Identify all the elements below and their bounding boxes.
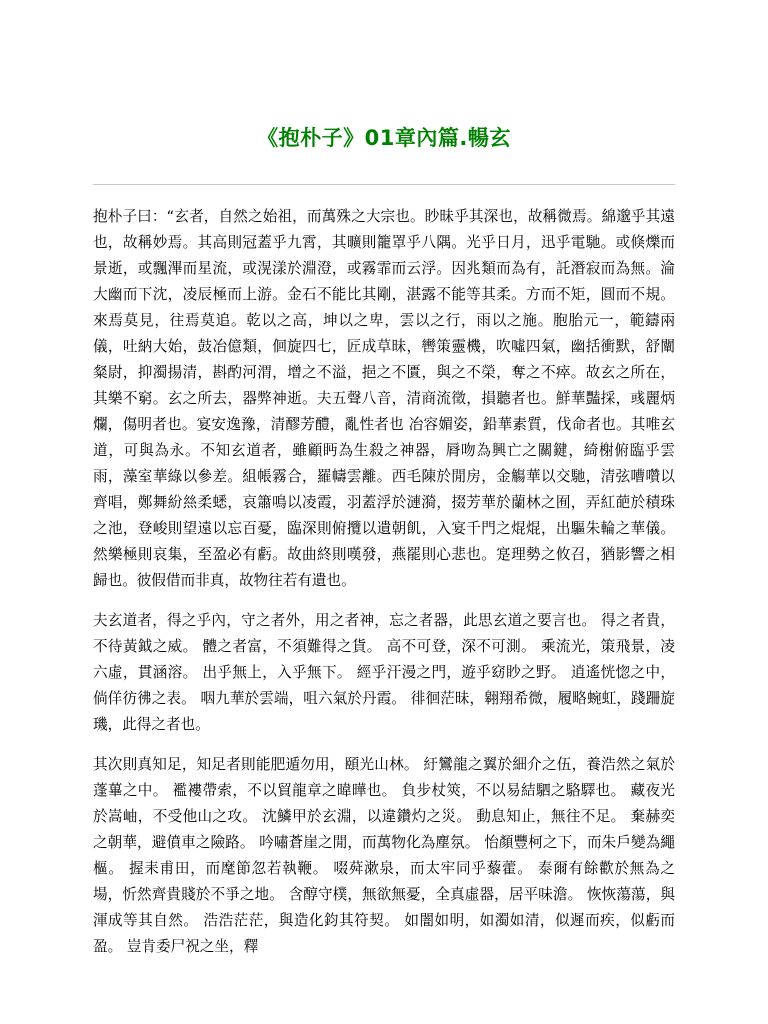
document-body: [93, 204, 675, 974]
document-title: 《抱朴子》01章內篇.暢玄: [257, 126, 511, 150]
paragraph: 夫玄道者，得之乎內，守之者外，用之者神，忘之者器，此思玄道之要言也。 得之者貴，不待黃鉞之威。 體之者富，不須難得之貨。 高不可登，深不可測。 乘流光，策飛景，凌六虛，貫涵溶。 出乎無上，入乎無下。 經乎汗漫之門，遊乎窈眇之野。 逍遙恍惚之中，倘佯彷彿之表。 咽九華於雲端，咀六氣於丹霞。 徘徊茫昧，翱翔希微，履略蜿虹，踐跚旋璣，此得之者也。: [93, 612, 675, 733]
paragraph: 抱朴子曰：“玄者，自然之始祖，而萬殊之大宗也。眇昧乎其深也，故稱微焉。綿邈乎其遠也，故稱妙焉。其高則冠蓋乎九霄，其曠則籠罩乎八隅。光乎日月，迅乎電馳。或倏爍而景逝，或飄滭而星流，或滉漾於淵澄，或霧霏而云浮。因兆類而為有，託潛寂而為無。淪大幽而下沈，凌辰極而上游。金石不能比其剛，湛露不能等其柔。方而不矩，圓而不規。來焉莫見，往焉莫追。乾以之高，坤以之卑，雲以之行，雨以之施。胞胎元一，範鑄兩儀，吐納大始，鼓冶億類，佪旋四七，匠成草昧，轡策靈機，吹噓四氣，幽括衝默，舒闡粲尉，抑濁揚清，斟酌河渭，增之不溢，挹之不匱，與之不榮，奪之不瘁。故玄之所在，其樂不窮。玄之所去，器弊神逝。夫五聲八音，清商流徵，損聽者也。鮮華豔採，彧麗炳爛，傷明者也。宴安逸豫，清醪芳醴，亂性者也 冶容媚姿，鉛華素質，伐命者也。其唯玄道，可與為永。不知玄道者，雖顧眄為生殺之神器，脣吻為興亡之關鍵，綺榭俯臨乎雲雨，藻室華綠以參差。組帳霧合，羅幬雲離。西毛陳於閒房，金觴華以交馳，清弦嘈囋以齊唱，鄭舞紛𢇁柔蟋，哀簫鳴以凌霞，羽蓋浮於漣漪，掇芳華於蘭林之囿，弄紅葩於積珠之池，登峻則望遠以忘百憂，臨深則俯攬以遺朝飢，入宴千門之焜焜，出驅朱輪之華儀。然樂極則哀集，至盈必有虧。故曲終則嘆發，燕罷則心悲也。寔理勢之攸召，猶影響之相歸也。彼假借而非真，故物往若有遺也。: [93, 208, 675, 589]
title-divider: [93, 184, 675, 185]
paragraph: 其次則真知足，知足者則能肥遁勿用，頤光山林。 紆鸞龍之翼於細介之伍，養浩然之氣於蓬蓽之中。 襤褸帶索，不以貿龍章之暐曄也。 負步杖筴，不以易結駟之駱驛也。 藏夜光於嵩岫，不受他山之攻。 沈鱗甲於玄淵，以違鑽灼之災。 動息知止，無往不足。 棄赫奕之朝華，避僨車之險路。 吟嘯蒼崖之閒，而萬物化為塵氛。 怡顏豐柯之下，而朱戶變為繩樞。 握耒甫田，而麾節忽若執鞭。 啜荈漱泉，而太牢同乎藜藿。 泰爾有餘歡於無為之場，忻然齊貴賤於不爭之地。 含醇守樸，無欲無憂，全真虛器，居平味澹。 恢恢蕩蕩，與渾成等其自然。 浩浩茫茫，與造化鈞其符契。 如闇如明，如濁如清，似遲而疾，似虧而盈。 豈肯委尸祝之坐，釋: [93, 756, 675, 955]
